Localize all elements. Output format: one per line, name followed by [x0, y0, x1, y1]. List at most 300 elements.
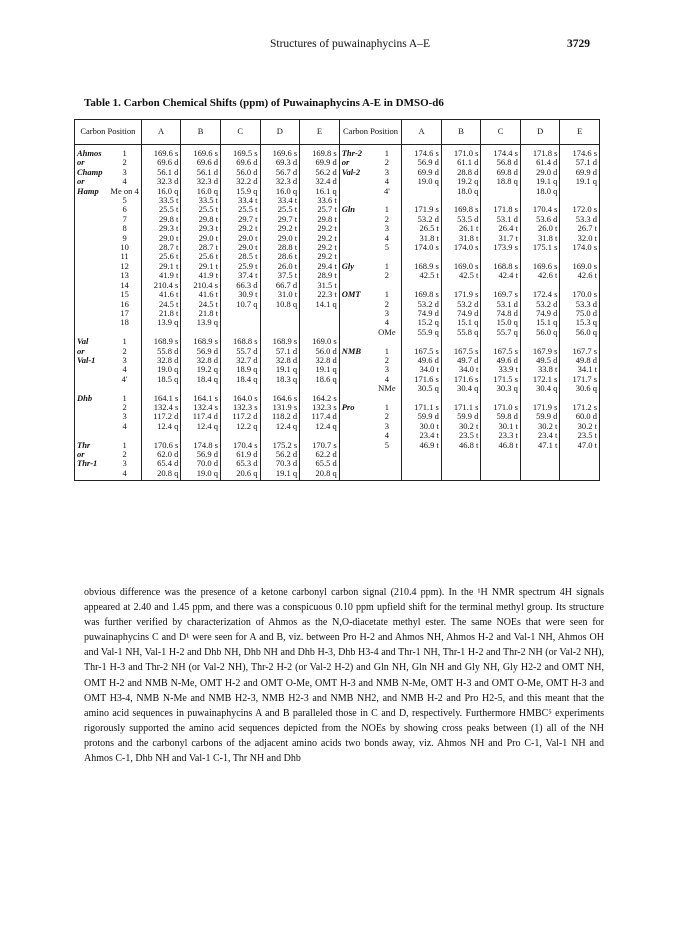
table-cell: 56.8 d	[481, 158, 521, 167]
table-cell: 33.4 t	[260, 196, 300, 205]
table-cell: 30.4 q	[520, 384, 560, 393]
table-cell: 60.0 d	[560, 412, 600, 421]
table-cell: 34.0 t	[402, 365, 442, 374]
table-cell: 167.5 s	[481, 347, 521, 356]
table-cell: 46.8 t	[481, 441, 521, 450]
table-cell: 19.1 q	[260, 365, 300, 374]
column-header: D	[520, 120, 560, 145]
table-cell: or	[75, 177, 109, 186]
table-cell: 19.1 q	[560, 177, 600, 186]
table-cell: 69.8 d	[481, 168, 521, 177]
table-cell: 31.5 t	[300, 281, 340, 290]
table-cell: 29.3 t	[181, 224, 221, 233]
table-cell: 171.2 s	[560, 403, 600, 412]
table-cell	[372, 469, 401, 481]
table-cell: 29.2 t	[220, 224, 260, 233]
table-row	[75, 252, 600, 261]
table-cell: 30.2 t	[520, 422, 560, 431]
table-cell: 4	[384, 430, 390, 441]
table-cell: 170.0 s	[560, 290, 600, 299]
table-cell: 32.8 d	[181, 356, 221, 365]
table-cell: 171.9 s	[441, 290, 481, 299]
table-cell: 12.4 q	[260, 422, 300, 431]
table-cell	[75, 375, 109, 384]
table-cell: 5	[122, 195, 127, 206]
table-cell: 30.9 t	[220, 290, 260, 299]
table-cell: 62.0 d	[141, 450, 181, 459]
table-cell: 56.2 d	[300, 168, 340, 177]
table-cell: 13.9 q	[141, 318, 181, 327]
table-cell: 171.1 s	[402, 403, 442, 412]
table-cell: Thr-1	[75, 459, 109, 468]
table-cell: 20.6 q	[220, 469, 260, 481]
table-cell: 23.5 t	[560, 431, 600, 440]
table-cell: 19.2 q	[441, 177, 481, 186]
table-cell: 56.9 d	[402, 158, 442, 167]
table-row	[75, 215, 600, 224]
table-cell: 53.5 d	[441, 215, 481, 224]
table-cell: 1	[384, 345, 390, 356]
table-cell: 21.8 t	[181, 309, 221, 318]
table-cell: 30.1 t	[481, 422, 521, 431]
table-cell: 74.9 d	[441, 309, 481, 318]
table-cell: 4	[108, 469, 141, 481]
table-cell: 170.4 s	[520, 205, 560, 214]
table-cell: 56.9 d	[181, 450, 221, 459]
table-cell: 164.1 s	[141, 394, 181, 403]
table-cell: 42.6 t	[560, 271, 600, 280]
table-cell: 57.1 d	[260, 347, 300, 356]
table-cell: Val-1	[75, 356, 109, 365]
table-cell	[339, 309, 372, 318]
table-cell	[75, 318, 109, 327]
table-cell: 169.7 s	[481, 290, 521, 299]
table-cell: 69.6 d	[181, 158, 221, 167]
table-cell: 23.5 t	[441, 431, 481, 440]
table-cell: 19.0 q	[402, 177, 442, 186]
table-cell: 26.0 t	[520, 224, 560, 233]
table-row	[75, 300, 600, 309]
table-cell: 12	[120, 260, 129, 271]
table-cell: 29.8 t	[141, 215, 181, 224]
table-cell: 6	[122, 204, 127, 215]
table-cell: 28.8 t	[260, 243, 300, 252]
table-row	[75, 375, 600, 384]
table-cell: 25.6 t	[141, 252, 181, 261]
table-cell: 4	[384, 317, 390, 328]
table-cell: 170.6 s	[141, 441, 181, 450]
column-header: E	[560, 120, 600, 145]
table-cell: 29.2 t	[300, 224, 340, 233]
table-cell: or	[339, 158, 372, 167]
table-cell: 174.6 s	[560, 145, 600, 159]
table-cell	[441, 459, 481, 468]
table-cell: Hamp	[75, 187, 109, 196]
table-cell: 23.4 t	[520, 431, 560, 440]
table-cell	[402, 450, 442, 459]
table-cell	[339, 271, 372, 280]
table-cell	[481, 187, 521, 196]
table-cell: 56.0 q	[520, 328, 560, 337]
table-cell: 28.9 t	[300, 271, 340, 280]
table-cell: 29.0 t	[260, 234, 300, 243]
table-cell: Val	[75, 337, 109, 346]
table-cell: Ahmos	[75, 145, 109, 159]
table-cell	[441, 450, 481, 459]
table-cell	[339, 224, 372, 233]
table-cell: 2	[384, 298, 390, 309]
table-cell: 32.3 d	[260, 177, 300, 186]
table-cell: 47.0 t	[560, 441, 600, 450]
table-cell: 3	[384, 364, 390, 375]
table-cell: 53.1 d	[481, 300, 521, 309]
table-cell	[560, 459, 600, 468]
table-header-row	[75, 120, 600, 145]
table-cell: 32.3 d	[141, 177, 181, 186]
table-cell: 3	[122, 166, 127, 177]
table-cell: 59.9 d	[441, 412, 481, 421]
table-cell: Gln	[339, 205, 372, 214]
table-cell: 53.1 d	[481, 215, 521, 224]
table-cell: 15.0 q	[481, 318, 521, 327]
table-cell: 210.4 s	[181, 281, 221, 290]
table-cell: 12.4 q	[141, 422, 181, 431]
table-cell: 174.8 s	[181, 441, 221, 450]
table-cell: 18.8 q	[481, 177, 521, 186]
table-cell	[75, 215, 109, 224]
table-cell	[339, 384, 372, 393]
table-cell	[339, 422, 372, 431]
table-cell	[560, 469, 600, 481]
table-cell: 34.1 t	[560, 365, 600, 374]
table-cell: 31.0 t	[260, 290, 300, 299]
carbon-shift-table	[74, 119, 600, 481]
table-cell	[402, 459, 442, 468]
table-cell: 1	[122, 148, 127, 158]
table-row	[75, 281, 600, 290]
table-cell: 32.8 d	[141, 356, 181, 365]
table-cell: 59.8 d	[481, 412, 521, 421]
table-cell: 33.5 t	[141, 196, 181, 205]
table-cell: 1	[384, 289, 390, 300]
table-row	[75, 168, 600, 177]
table-cell: 70.0 d	[181, 459, 221, 468]
table-cell	[75, 403, 109, 412]
column-header: D	[260, 120, 300, 145]
table-cell: 10.7 q	[220, 300, 260, 309]
table-cell: 18.0 q	[441, 187, 481, 196]
table-cell: 49.7 d	[441, 356, 481, 365]
table-cell: 65.5 d	[300, 459, 340, 468]
table-row	[75, 205, 600, 214]
table-cell: 15.1 q	[520, 318, 560, 327]
table-cell: 49.6 d	[402, 356, 442, 365]
table-cell	[339, 318, 372, 327]
table-cell: 19.1 q	[520, 177, 560, 186]
table-cell: 32.7 d	[220, 356, 260, 365]
table-cell	[481, 459, 521, 468]
table-cell: 164.0 s	[220, 394, 260, 403]
table-cell: 3	[122, 354, 127, 365]
table-row	[75, 145, 600, 159]
table-cell: 169.8 s	[300, 145, 340, 159]
table-cell: 26.5 t	[402, 224, 442, 233]
table-cell: 171.9 s	[520, 403, 560, 412]
table-cell: 18.9 q	[220, 365, 260, 374]
table-cell: 4'	[384, 185, 390, 196]
table-cell: 28.6 t	[260, 252, 300, 261]
table-cell: 30.6 q	[560, 384, 600, 393]
table-cell: 2	[384, 354, 390, 365]
table-row	[75, 290, 600, 299]
table-cell: 29.3 t	[141, 224, 181, 233]
table-cell: 168.9 s	[260, 337, 300, 346]
table-cell: 1	[122, 439, 127, 450]
table-cell: 56.0 d	[300, 347, 340, 356]
table-cell: 12.4 q	[300, 422, 340, 431]
table-cell: 29.1 t	[141, 262, 181, 271]
table-row	[75, 318, 600, 327]
table-cell	[339, 215, 372, 224]
table-cell: or	[75, 347, 109, 356]
table-cell	[339, 328, 372, 337]
table-cell: 25.5 t	[260, 205, 300, 214]
table-cell	[339, 187, 372, 196]
table-row	[75, 177, 600, 186]
table-cell: 69.6 d	[141, 158, 181, 167]
table-cell: 42.4 t	[481, 271, 521, 280]
table-cell: 3	[122, 411, 127, 422]
table-cell: 29.7 t	[220, 215, 260, 224]
page-header	[90, 38, 590, 54]
table-cell	[75, 300, 109, 309]
table-cell: 42.5 t	[441, 271, 481, 280]
table-cell	[339, 431, 372, 440]
table-cell: 173.9 s	[481, 243, 521, 252]
table-cell	[75, 271, 109, 280]
table-cell: 59.9 d	[520, 412, 560, 421]
table-cell: 4	[384, 232, 390, 243]
table-cell: 41.9 t	[181, 271, 221, 280]
table-cell: 2	[384, 157, 390, 168]
table-cell: 170.4 s	[220, 441, 260, 450]
table-caption: Table 1. Carbon Chemical Shifts (ppm) of Puwainaphycins A-E in DMSO-d6	[84, 97, 444, 109]
table-cell: 9	[122, 232, 127, 243]
table-cell: 29.4 t	[300, 262, 340, 271]
table-cell: 132.4 s	[141, 403, 181, 412]
table-cell: 56.2 d	[260, 450, 300, 459]
table-cell: 56.1 d	[181, 168, 221, 177]
table-cell: 13.9 q	[181, 318, 221, 327]
table-cell: 69.9 d	[300, 158, 340, 167]
table-cell	[402, 187, 442, 196]
table-cell	[75, 412, 109, 421]
table-cell: 15.2 q	[402, 318, 442, 327]
table-cell: 61.1 d	[441, 158, 481, 167]
table-cell: 8	[122, 223, 127, 234]
table-cell: 41.9 t	[141, 271, 181, 280]
table-cell: 55.7 d	[220, 347, 260, 356]
table-cell: 61.4 d	[520, 158, 560, 167]
table-cell: 164.2 s	[300, 394, 340, 403]
table-row	[75, 243, 600, 252]
table-cell	[75, 290, 109, 299]
table-row	[75, 469, 600, 481]
table-cell: Val-2	[339, 168, 372, 177]
table-cell: 23.4 t	[402, 431, 442, 440]
table-cell	[372, 459, 401, 468]
table-cell	[339, 300, 372, 309]
table-cell: 169.0 s	[560, 262, 600, 271]
table-cell: 132.4 s	[181, 403, 221, 412]
table-cell: 25.5 t	[220, 205, 260, 214]
table-cell: 169.5 s	[220, 145, 260, 159]
table-row	[75, 459, 600, 468]
table-cell: 69.6 d	[220, 158, 260, 167]
table-cell: 56.1 d	[141, 168, 181, 177]
table-cell: 4	[122, 176, 127, 187]
table-cell: 175.1 s	[520, 243, 560, 252]
table-cell: 18.0 q	[520, 187, 560, 196]
table-cell: 171.0 s	[441, 145, 481, 159]
table-cell: 37.4 t	[220, 271, 260, 280]
table-cell: 16.0 q	[181, 187, 221, 196]
table-cell: 55.8 q	[441, 328, 481, 337]
table-cell: 12.2 q	[220, 422, 260, 431]
table-cell: NMB	[339, 347, 372, 356]
table-cell: 26.1 t	[441, 224, 481, 233]
table-cell: 33.9 t	[481, 365, 521, 374]
table-cell: 31.8 t	[441, 234, 481, 243]
table-cell: 49.8 d	[560, 356, 600, 365]
table-cell: 175.2 s	[260, 441, 300, 450]
table-cell: 70.3 d	[260, 459, 300, 468]
table-cell: 32.2 d	[220, 177, 260, 186]
table-cell: 3	[384, 420, 390, 431]
table-cell: 168.8 s	[481, 262, 521, 271]
table-cell: 10	[120, 242, 129, 253]
table-cell	[75, 243, 109, 252]
table-cell: 174.4 s	[481, 145, 521, 159]
table-cell: 171.7 s	[560, 375, 600, 384]
table-cell: 24.5 t	[181, 300, 221, 309]
table-cell	[75, 365, 109, 374]
table-cell	[339, 356, 372, 365]
table-cell	[75, 262, 109, 271]
table-cell: 5	[384, 439, 390, 450]
table-cell: 4'	[121, 373, 128, 384]
table-cell: 18.4 q	[181, 375, 221, 384]
table-cell	[75, 252, 109, 261]
table-cell: 30.2 t	[560, 422, 600, 431]
table-cell: 29.0 t	[220, 234, 260, 243]
table-cell: 29.8 t	[181, 215, 221, 224]
table-cell: Gly	[339, 262, 372, 271]
table-cell: 15.1 q	[441, 318, 481, 327]
table-cell: 20.8 q	[141, 469, 181, 481]
table-cell: 167.7 s	[560, 347, 600, 356]
table-cell: 2	[122, 345, 127, 356]
table-row	[75, 450, 600, 459]
table-cell: 168.9 s	[402, 262, 442, 271]
table-cell: 19.2 q	[181, 365, 221, 374]
table-cell: or	[75, 158, 109, 167]
table-cell: 18.6 q	[300, 375, 340, 384]
table-body	[75, 145, 600, 481]
table-cell: 74.9 d	[520, 309, 560, 318]
body-text	[84, 585, 604, 766]
table-cell: 169.8 s	[441, 205, 481, 214]
table-cell: 32.3 d	[181, 177, 221, 186]
table-cell: 41.6 t	[141, 290, 181, 299]
table-cell	[75, 309, 109, 318]
table-cell: 168.8 s	[220, 337, 260, 346]
table-cell: 42.6 t	[520, 271, 560, 280]
table-cell: 2	[122, 401, 127, 412]
table-cell: 53.2 d	[520, 300, 560, 309]
table-row	[75, 365, 600, 374]
table-cell: 56.7 d	[260, 168, 300, 177]
table-row	[75, 262, 600, 271]
table-cell: 3	[384, 166, 390, 177]
table-cell: 18.5 q	[141, 375, 181, 384]
table-cell: 47.1 t	[520, 441, 560, 450]
table-cell: 12.4 q	[181, 422, 221, 431]
table-cell	[339, 459, 372, 468]
table-cell: 2	[122, 449, 127, 459]
table-cell: 29.2 t	[300, 243, 340, 252]
table-cell: 172.1 s	[520, 375, 560, 384]
table-cell: 16.0 q	[141, 187, 181, 196]
body-paragraph: obvious difference was the presence of a ketone carbonyl carbon signal (210.4 ppm). In the ¹H NMR spectrum 4H signals appeared at 2.40 and 1.45 ppm, and there was a conspicuous 0.10 ppm upfield shift for the terminal methyl group. Its structure was further verified by characterization of Ahmos as the N,O-diacetate methyl ester. The same NOEs that were seen for puwainaphycins C and D¹ were seen for A and B, viz. between Pro H-2 and Ahmos NH, Ahmos H-2 and Val-1 NH, Ahmos OH and Val-1 NH, Val-1 H-2 and Dhb NH, Dhb NH and Dhb H-3, Dhb H3-4 and Thr-1 NH, Thr-1 H-2 and Thr-2 NH (or Val-2 NH), Thr-1 H-3 and Thr-2 NH (or Val-2 NH), Thr-2 H-2 (or Val-2 H-2) and Gln NH, Gln NH and Gly NH, Gly H2-2 and OMT NH, OMT H-2 and NMB N-Me, OMT H-2 and OMT O-Me, OMT H-3 and NMB N-Me, OMT H-3 and OMT O-Me, OMT H-3 and OMT H3-4, NMB N-Me and NMB H2-3, NMB H2-3 and NMB NH2, and NMB H-2 and Pro H2-5, and this meant that the amino acid sequences in puwainaphycins A and B paralleled those in C and D, respectively. Furthermore HMBC⁵ experiments rigorously supported the amino acid sequences depicted from the NOEs by showing cross peaks between (1) all of the NH protons and the carbonyl carbons of the adjacent amino acids two bonds away, viz. Ahmos NH and Pro C-1, Val-1 NH and Ahmos C-1, Dhb NH and Val-1 C-1, Thr NH and Dhb	[84, 587, 604, 765]
table-cell: 171.5 s	[481, 375, 521, 384]
table-cell: 41.6 t	[181, 290, 221, 299]
table-cell	[560, 450, 600, 459]
table-cell: 30.5 q	[402, 384, 442, 393]
table-cell: 172.4 s	[520, 290, 560, 299]
table-cell: 29.2 t	[300, 252, 340, 261]
table-cell: 3	[384, 223, 390, 234]
table-cell	[300, 318, 340, 327]
table-cell: 164.6 s	[260, 394, 300, 403]
table-row	[75, 422, 600, 431]
table-cell: Pro	[339, 403, 372, 412]
table-cell: 171.6 s	[441, 375, 481, 384]
table-cell: 30.4 q	[441, 384, 481, 393]
table-cell: 56.0 q	[560, 328, 600, 337]
table-cell: 66.3 d	[220, 281, 260, 290]
table-cell: 55.9 q	[402, 328, 442, 337]
table-cell	[260, 309, 300, 318]
table-cell: 5	[384, 242, 390, 253]
table-cell: 69.9 d	[560, 168, 600, 177]
table-cell: 29.0 d	[520, 168, 560, 177]
table-row	[75, 224, 600, 233]
table-cell	[402, 469, 442, 481]
table-cell: 11	[120, 251, 129, 262]
table-cell	[372, 450, 401, 459]
column-header: C	[481, 120, 521, 145]
table-cell	[75, 469, 109, 481]
table-cell: 46.9 t	[402, 441, 442, 450]
table-cell: 29.8 t	[300, 215, 340, 224]
table-cell: 132.3 s	[300, 403, 340, 412]
table-cell: 1	[122, 392, 127, 403]
table-cell: 10.8 q	[260, 300, 300, 309]
table-cell: 57.1 d	[560, 158, 600, 167]
table-cell: 4	[384, 373, 390, 384]
table-cell: 25.5 t	[141, 205, 181, 214]
